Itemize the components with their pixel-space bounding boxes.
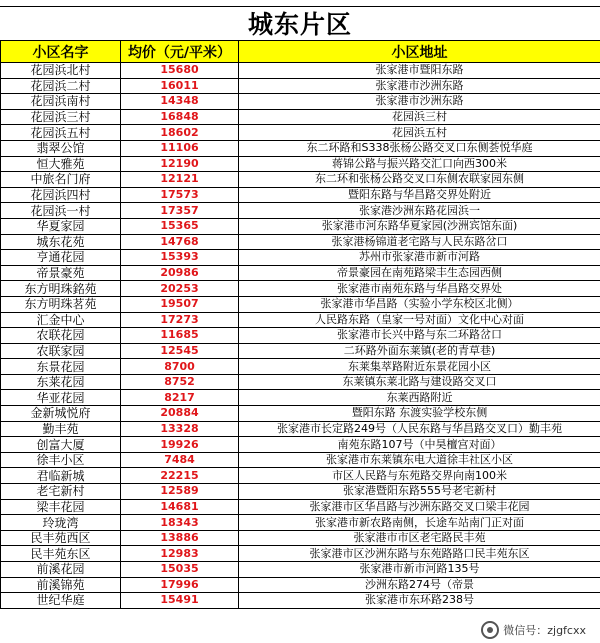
table-row: [1, 468, 600, 484]
cell-name: 花园浜一村: [1, 203, 121, 219]
header-price: 均价（元/平米）: [121, 41, 239, 63]
cell-name: 老宅新村: [1, 484, 121, 500]
table-row: [1, 515, 600, 531]
cell-price: 15680: [121, 63, 239, 79]
cell-price: 14681: [121, 499, 239, 515]
cell-price: 7484: [121, 452, 239, 468]
cell-name: 翡翠公馆: [1, 140, 121, 156]
cell-price: 11685: [121, 328, 239, 344]
cell-name: 创富大厦: [1, 437, 121, 453]
table-row: [1, 265, 600, 281]
cell-name: 民丰苑东区: [1, 546, 121, 562]
cell-name: 前溪花园: [1, 562, 121, 578]
cell-name: 恒大雅苑: [1, 156, 121, 172]
cell-price: 17357: [121, 203, 239, 219]
cell-price: 20986: [121, 265, 239, 281]
cell-address: 南苑东路107号（中昊檀宫对面）: [239, 437, 600, 453]
cell-address: 张家港市沙洲东路: [239, 78, 600, 94]
table-row: [1, 390, 600, 406]
cell-price: 8700: [121, 359, 239, 375]
cell-address: 张家港杨锦道老宅路与人民东路岔口: [239, 234, 600, 250]
cell-price: 12190: [121, 156, 239, 172]
cell-name: 农联家园: [1, 343, 121, 359]
cell-price: 14348: [121, 94, 239, 110]
table-row: [1, 421, 600, 437]
table-row: [1, 593, 600, 609]
watermark-text: 微信号：zjgfcxx: [503, 624, 586, 637]
cell-price: 14768: [121, 234, 239, 250]
table-row: [1, 203, 600, 219]
table-row: [1, 499, 600, 515]
table-row: [1, 577, 600, 593]
table-row: [1, 187, 600, 203]
cell-name: 华亚花园: [1, 390, 121, 406]
title-row: [0, 6, 600, 40]
cell-address: 暨阳东路 东渡实验学校东侧: [239, 406, 600, 422]
cell-price: 13886: [121, 530, 239, 546]
table-row: [1, 546, 600, 562]
cell-name: 东方明珠銘苑: [1, 281, 121, 297]
cell-address: 张家港市东莱镇东电大道徐丰社区小区: [239, 452, 600, 468]
cell-name: 汇金中心: [1, 312, 121, 328]
cell-address: 暨阳东路与华昌路交界处附近: [239, 187, 600, 203]
cell-name: 帝景豪苑: [1, 265, 121, 281]
table-row: [1, 172, 600, 188]
cell-address: 张家港市区沙洲东路与东苑路路口民丰苑东区: [239, 546, 600, 562]
table-row: [1, 343, 600, 359]
cell-price: 17996: [121, 577, 239, 593]
cell-address: 苏州市张家港市新市河路: [239, 250, 600, 266]
watermark: [477, 619, 590, 641]
cell-address: 张家港市新农路南侧，长途车站南门正对面: [239, 515, 600, 531]
cell-address: 东莱集萃路附近东景花园小区: [239, 359, 600, 375]
cell-name: 世纪华庭: [1, 593, 121, 609]
cell-address: 张家港市东环路238号: [239, 593, 600, 609]
cell-name: 东景花园: [1, 359, 121, 375]
cell-address: 人民路东路（皇家一号对面）文化中心对面: [239, 312, 600, 328]
table-row: [1, 218, 600, 234]
cell-price: 17573: [121, 187, 239, 203]
cell-address: 东莱镇东莱北路与建设路交叉口: [239, 374, 600, 390]
cell-name: 农联花园: [1, 328, 121, 344]
cell-name: 城东花苑: [1, 234, 121, 250]
cell-address: 张家港市新市河路135号: [239, 562, 600, 578]
cell-name: 花园浜二村: [1, 78, 121, 94]
table-row: [1, 63, 600, 79]
price-table: [0, 40, 600, 609]
cell-name: 东方明珠茗苑: [1, 296, 121, 312]
cell-name: 中旅名门府: [1, 172, 121, 188]
cell-address: 张家港市长定路249号（人民东路与华昌路交叉口）勤丰苑: [239, 421, 600, 437]
cell-address: 张家港沙洲东路花园浜一: [239, 203, 600, 219]
table-row: [1, 234, 600, 250]
cell-price: 20253: [121, 281, 239, 297]
table-row: [1, 530, 600, 546]
table-row: [1, 374, 600, 390]
cell-name: 君临新城: [1, 468, 121, 484]
cell-name: 徐丰小区: [1, 452, 121, 468]
header-row: [1, 41, 600, 63]
cell-price: 13328: [121, 421, 239, 437]
cell-price: 19926: [121, 437, 239, 453]
cell-price: 16848: [121, 109, 239, 125]
cell-price: 22215: [121, 468, 239, 484]
cell-price: 12121: [121, 172, 239, 188]
table-row: [1, 359, 600, 375]
cell-address: 张家港市区华昌路与沙洲东路交叉口梁丰花园: [239, 499, 600, 515]
cell-price: 19507: [121, 296, 239, 312]
table-row: [1, 94, 600, 110]
table-row: [1, 312, 600, 328]
cell-price: 16011: [121, 78, 239, 94]
cell-address: 市区人民路与东苑路交界向南100米: [239, 468, 600, 484]
cell-price: 8752: [121, 374, 239, 390]
cell-price: 11106: [121, 140, 239, 156]
table-row: [1, 125, 600, 141]
cell-address: 张家港市长兴中路与东二环路岔口: [239, 328, 600, 344]
table-row: [1, 562, 600, 578]
cell-address: 二环路外面东莱镇(老的青草巷): [239, 343, 600, 359]
cell-address: 帝景豪园在南苑路梁丰生态园西侧: [239, 265, 600, 281]
table-row: [1, 156, 600, 172]
header-name: 小区名字: [1, 41, 121, 63]
cell-name: 梁丰花园: [1, 499, 121, 515]
table-row: [1, 296, 600, 312]
cell-address: 张家港暨阳东路555号老宅新村: [239, 484, 600, 500]
cell-address: 东二环和张杨公路交叉口东侧农联家园东侧: [239, 172, 600, 188]
table-row: [1, 406, 600, 422]
cell-name: 花园浜南村: [1, 94, 121, 110]
table-row: [1, 328, 600, 344]
cell-name: 勤丰苑: [1, 421, 121, 437]
cell-name: 玲珑湾: [1, 515, 121, 531]
cell-price: 15491: [121, 593, 239, 609]
table-row: [1, 437, 600, 453]
cell-price: 15035: [121, 562, 239, 578]
wechat-logo-icon: [481, 621, 499, 639]
table-row: [1, 140, 600, 156]
cell-address: 蒋锦公路与振兴路交汇口向西300米: [239, 156, 600, 172]
cell-price: 17273: [121, 312, 239, 328]
cell-address: 花园浜五村: [239, 125, 600, 141]
cell-name: 前溪锦苑: [1, 577, 121, 593]
cell-price: 12545: [121, 343, 239, 359]
cell-address: 张家港市南苑东路与华昌路交界处: [239, 281, 600, 297]
table-row: [1, 109, 600, 125]
cell-price: 18343: [121, 515, 239, 531]
cell-address: 张家港市暨阳东路: [239, 63, 600, 79]
cell-address: 张家港市市区老宅路民丰苑: [239, 530, 600, 546]
cell-price: 15365: [121, 218, 239, 234]
cell-address: 张家港市华昌路（实验小学东校区北侧）: [239, 296, 600, 312]
table-row: [1, 281, 600, 297]
cell-address: 张家港市河东路华夏家园(沙洲宾馆东面): [239, 218, 600, 234]
cell-name: 民丰苑西区: [1, 530, 121, 546]
cell-price: 18602: [121, 125, 239, 141]
cell-name: 花园浜三村: [1, 109, 121, 125]
cell-name: 金新城悦府: [1, 406, 121, 422]
cell-price: 15393: [121, 250, 239, 266]
cell-name: 花园浜五村: [1, 125, 121, 141]
cell-name: 东莱花园: [1, 374, 121, 390]
cell-price: 20884: [121, 406, 239, 422]
cell-name: 亨通花园: [1, 250, 121, 266]
cell-name: 花园浜北村: [1, 63, 121, 79]
page-title: 城东片区: [247, 10, 352, 39]
cell-price: 8217: [121, 390, 239, 406]
cell-address: 沙洲东路274号（帝景: [239, 577, 600, 593]
cell-name: 花园浜四村: [1, 187, 121, 203]
cell-price: 12589: [121, 484, 239, 500]
table-row: [1, 452, 600, 468]
header-address: 小区地址: [239, 41, 600, 63]
cell-address: 花园浜三村: [239, 109, 600, 125]
cell-address: 东二环路和S338张杨公路交叉口东侧荟悦华庭: [239, 140, 600, 156]
cell-address: 张家港市沙洲东路: [239, 94, 600, 110]
table-row: [1, 78, 600, 94]
cell-price: 12983: [121, 546, 239, 562]
cell-name: 华夏家园: [1, 218, 121, 234]
cell-address: 东莱西路附近: [239, 390, 600, 406]
table-body: [1, 63, 600, 609]
table-row: [1, 484, 600, 500]
table-row: [1, 250, 600, 266]
